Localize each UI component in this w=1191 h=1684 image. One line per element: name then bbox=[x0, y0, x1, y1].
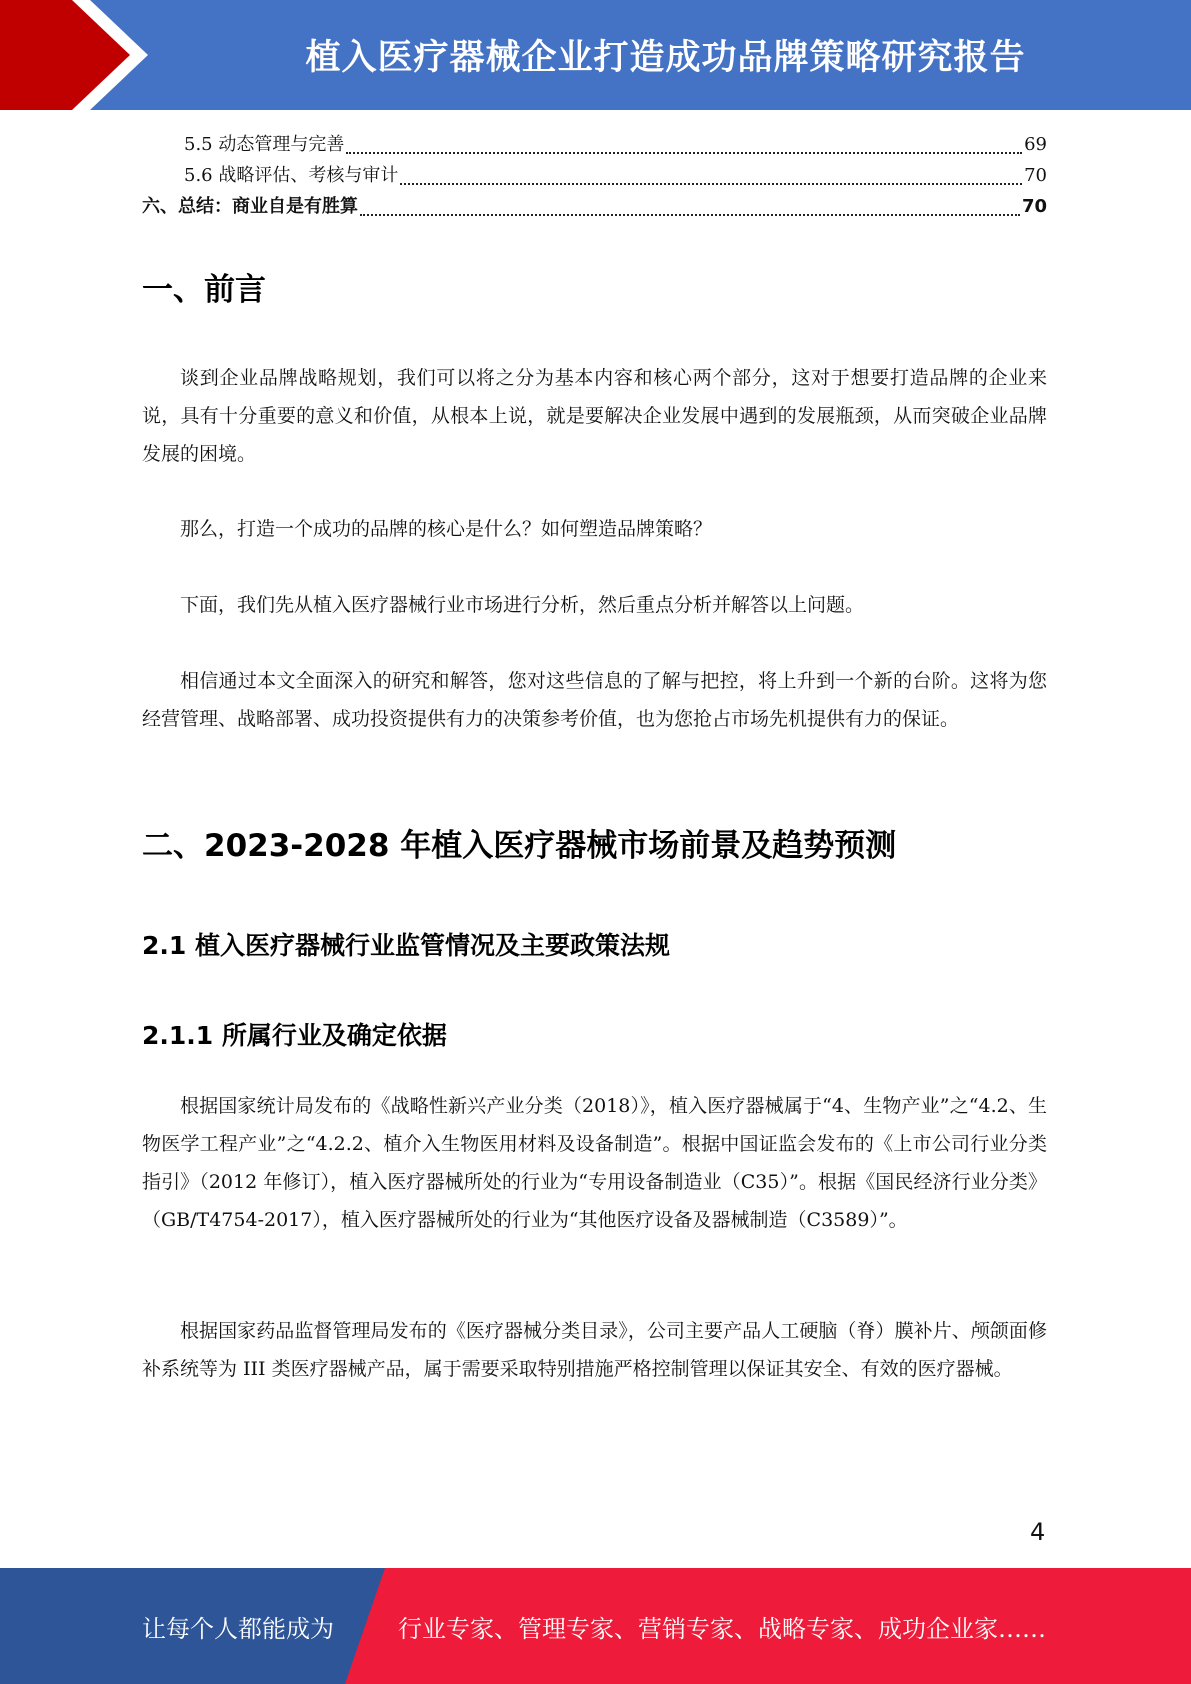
toc-entry[interactable] bbox=[142, 192, 1047, 223]
footer-slogan-right: 行业专家、管理专家、营销专家、战略专家、成功企业家…… bbox=[398, 1614, 1046, 1643]
toc-leader-dots bbox=[360, 200, 1020, 216]
page-footer bbox=[0, 1568, 1191, 1684]
footer-slogan-left: 让每个人都能成为 bbox=[142, 1614, 334, 1643]
toc-entry-page: 69 bbox=[1024, 134, 1047, 155]
paragraph: 根据国家药品监督管理局发布的《医疗器械分类目录》，公司主要产品人工硬脑（脊）膜补片、颅颌面修补系统等为 III 类医疗器械产品，属于需要采取特别措施严格控制管理以保证其安全、有效的医疗器械。 bbox=[142, 1320, 1047, 1380]
page-number: 4 bbox=[1030, 1518, 1046, 1546]
header-arrow-shape bbox=[0, 0, 160, 110]
toc-leader-dots bbox=[400, 169, 1022, 185]
toc-entry[interactable] bbox=[142, 161, 1047, 192]
toc-entry-label: 5.5 动态管理与完善 bbox=[184, 134, 345, 155]
paragraph: 根据国家统计局发布的《战略性新兴产业分类（2018）》，植入医疗器械属于“4、生物产业”之“4.2、生物医学工程产业”之“4.2.2、植介入生物医用材料及设备制造”。根据中国证监会发布的《上市公司行业分类指引》（2012 年修订），植入医疗器械所处的行业为“专用设备制造业（C35）”。根据《国民经济行业分类》（GB/T4754-2017），植入医疗器械所处的行业为“其他医疗设备及器械制造（C3589）”。 bbox=[142, 1095, 1047, 1231]
toc-entry-label: 六、总结：商业自是有胜算 bbox=[142, 196, 358, 217]
page-header bbox=[0, 0, 1191, 110]
table-of-contents bbox=[142, 130, 1047, 223]
paragraph: 下面，我们先从植入医疗器械行业市场进行分析，然后重点分析并解答以上问题。 bbox=[180, 594, 865, 616]
paragraph: 那么，打造一个成功的品牌的核心是什么？如何塑造品牌策略？ bbox=[180, 518, 713, 540]
report-title: 植入医疗器械企业打造成功品牌策略研究报告 bbox=[305, 38, 1026, 78]
subsection-heading: 2.1 植入医疗器械行业监管情况及主要政策法规 bbox=[142, 931, 670, 960]
paragraph: 相信通过本文全面深入的研究和解答，您对这些信息的了解与把控，将上升到一个新的台阶。这将为您经营管理、战略部署、成功投资提供有力的决策参考价值，也为您抢占市场先机提供有力的保证。 bbox=[142, 670, 1047, 730]
toc-leader-dots bbox=[346, 138, 1022, 154]
section-heading-market-forecast: 二、2023-2028 年植入医疗器械市场前景及趋势预测 bbox=[142, 828, 897, 864]
toc-entry-label: 5.6 战略评估、考核与审计 bbox=[184, 165, 399, 186]
toc-entry-page: 70 bbox=[1024, 165, 1047, 186]
toc-entry-page: 70 bbox=[1021, 196, 1047, 217]
paragraph: 谈到企业品牌战略规划，我们可以将之分为基本内容和核心两个部分，这对于想要打造品牌的企业来说，具有十分重要的意义和价值，从根本上说，就是要解决企业发展中遇到的发展瓶颈，从而突破企业品牌发展的困境。 bbox=[142, 367, 1047, 465]
subsubsection-heading: 2.1.1 所属行业及确定依据 bbox=[142, 1021, 447, 1050]
section-heading-preface: 一、前言 bbox=[142, 272, 266, 308]
toc-entry[interactable] bbox=[142, 130, 1047, 161]
